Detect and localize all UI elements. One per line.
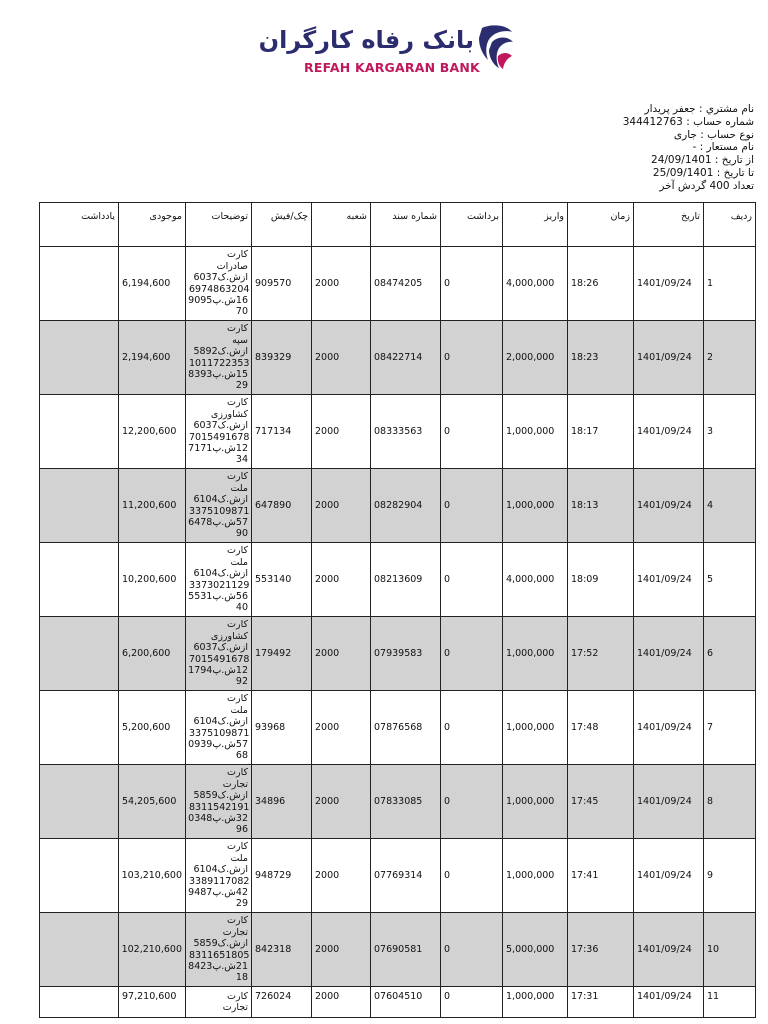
cell-deposit: 5,000,000 (503, 913, 568, 987)
cell-note (40, 247, 119, 321)
cell-description (186, 913, 252, 987)
cell-time: 18:09 (568, 543, 634, 617)
cell-note (40, 691, 119, 765)
cell-cheque: 909570 (252, 247, 312, 321)
description-line: 56ش.پ5531 (188, 590, 248, 602)
description-line: 12ش.پ1794 (188, 664, 248, 676)
description-line: 21ش.پ8423 (188, 960, 248, 972)
cell-date: 1401/09/24 (634, 617, 704, 691)
cell-cheque: 842318 (252, 913, 312, 987)
cell-row-number: 4 (704, 469, 756, 543)
description-line: ازش.ک6037 (193, 420, 248, 432)
transactions-table (39, 202, 756, 1018)
description-line: کارت (227, 471, 248, 483)
description-line: ملت (230, 704, 248, 716)
cell-note (40, 765, 119, 839)
description-line: ملت (230, 556, 248, 568)
cell-note (40, 321, 119, 395)
cell-balance: 6,200,600 (119, 617, 186, 691)
cell-document-number: 08333563 (371, 395, 441, 469)
description-line: 29 (235, 898, 248, 910)
cell-branch: 2000 (312, 765, 371, 839)
description-line: ملت (230, 852, 248, 864)
cell-balance: 10,200,600 (119, 543, 186, 617)
cell-time: 18:17 (568, 395, 634, 469)
cell-time: 18:26 (568, 247, 634, 321)
bank-emblem-icon (476, 22, 516, 74)
bank-name-fa: بانک رفاه کارگران (258, 26, 474, 54)
cell-cheque: 839329 (252, 321, 312, 395)
header-note: يادداشت (40, 203, 119, 247)
cell-branch: 2000 (312, 247, 371, 321)
cell-balance: 102,210,600 (119, 913, 186, 987)
cell-date: 1401/09/24 (634, 765, 704, 839)
cell-deposit: 4,000,000 (503, 247, 568, 321)
description-line: ازش.ک6104 (193, 864, 248, 876)
cell-withdraw: 0 (441, 987, 503, 1018)
cell-document-number: 08422714 (371, 321, 441, 395)
description-line: 3389117082 (189, 875, 250, 887)
cell-date: 1401/09/24 (634, 913, 704, 987)
cell-row-number: 2 (704, 321, 756, 395)
cell-row-number: 11 (704, 987, 756, 1018)
cell-branch: 2000 (312, 543, 371, 617)
description-line: 96 (235, 824, 248, 836)
description-line: ازش.ک6104 (193, 568, 248, 580)
cell-time: 18:23 (568, 321, 634, 395)
description-line: ازش.ک5859 (193, 938, 248, 950)
cell-note (40, 839, 119, 913)
cell-cheque: 717134 (252, 395, 312, 469)
cell-balance: 11,200,600 (119, 469, 186, 543)
cell-note (40, 469, 119, 543)
cell-description (186, 839, 252, 913)
description-line: 57ش.پ0939 (188, 738, 248, 750)
description-line: کارت (227, 767, 248, 779)
header-date: تاريخ (634, 203, 704, 247)
cell-balance: 12,200,600 (119, 395, 186, 469)
cell-row-number: 7 (704, 691, 756, 765)
description-line: کارت (227, 249, 248, 261)
cell-branch: 2000 (312, 321, 371, 395)
cell-withdraw: 0 (441, 839, 503, 913)
description-line: 3375109871 (189, 505, 250, 517)
cell-date: 1401/09/24 (634, 987, 704, 1018)
description-line: 68 (235, 750, 248, 762)
cell-time: 17:41 (568, 839, 634, 913)
cell-branch: 2000 (312, 913, 371, 987)
description-line: ازش.ک6037 (193, 272, 248, 284)
cell-row-number: 8 (704, 765, 756, 839)
cell-withdraw: 0 (441, 321, 503, 395)
cell-cheque: 726024 (252, 987, 312, 1018)
description-line: 1011722353 (189, 357, 250, 369)
cell-document-number: 07876568 (371, 691, 441, 765)
cell-deposit: 1,000,000 (503, 765, 568, 839)
cell-time: 18:13 (568, 469, 634, 543)
table-row (40, 617, 756, 691)
description-line: ازش.ک6037 (193, 642, 248, 654)
cell-cheque: 34896 (252, 765, 312, 839)
description-line: تجارت (222, 926, 248, 938)
cell-deposit: 1,000,000 (503, 395, 568, 469)
table-row (40, 839, 756, 913)
description-line: 6974863204 (189, 283, 250, 295)
cell-withdraw: 0 (441, 469, 503, 543)
description-line: 40 (235, 602, 248, 614)
cell-branch: 2000 (312, 987, 371, 1018)
table-row (40, 469, 756, 543)
cell-document-number: 07604510 (371, 987, 441, 1018)
account-number: شماره حساب : 344412763 (622, 115, 754, 128)
cell-row-number: 5 (704, 543, 756, 617)
cell-description (186, 987, 252, 1018)
account-alias: نام مستعار : - (692, 141, 754, 154)
cell-document-number: 07690581 (371, 913, 441, 987)
cell-note (40, 543, 119, 617)
table-row (40, 395, 756, 469)
description-line: تجارت (222, 778, 248, 790)
description-line: 90 (235, 528, 248, 540)
cell-note (40, 987, 119, 1018)
description-line: کارت (227, 991, 248, 1002)
table-row (40, 543, 756, 617)
cell-balance: 6,194,600 (119, 247, 186, 321)
cell-branch: 2000 (312, 839, 371, 913)
bank-logo (258, 22, 522, 78)
bank-name-en: REFAH KARGARAN BANK (304, 60, 480, 75)
cell-time: 17:48 (568, 691, 634, 765)
cell-document-number: 07939583 (371, 617, 441, 691)
table-row (40, 691, 756, 765)
description-line: 7015491678 (189, 653, 250, 665)
cell-description (186, 543, 252, 617)
cell-document-number: 07833085 (371, 765, 441, 839)
header-deposit: واريز (503, 203, 568, 247)
cell-balance: 97,210,600 (119, 987, 186, 1018)
cell-date: 1401/09/24 (634, 691, 704, 765)
description-line: صادرات (216, 260, 248, 272)
cell-description (186, 617, 252, 691)
cell-deposit: 1,000,000 (503, 617, 568, 691)
transaction-count: تعداد 400 گردش آخر (659, 179, 754, 192)
header-cheque: چک/فيش (252, 203, 312, 247)
description-line: سپه (232, 334, 248, 346)
header-time: زمان (568, 203, 634, 247)
description-line: 92 (235, 676, 248, 688)
header-row-number: رديف (704, 203, 756, 247)
description-line: 42ش.پ9487 (188, 886, 248, 898)
table-row (40, 321, 756, 395)
cell-document-number: 07769314 (371, 839, 441, 913)
cell-description (186, 247, 252, 321)
description-line: 7015491678 (189, 431, 250, 443)
description-line: 15ش.پ8393 (188, 368, 248, 380)
description-line: کشاورزی (210, 408, 248, 420)
header-withdraw: برداشت (441, 203, 503, 247)
table-header-row (40, 203, 756, 247)
description-line: کارت (227, 693, 248, 705)
description-line: 57ش.پ6478 (188, 516, 248, 528)
description-line: کارت (227, 545, 248, 557)
cell-withdraw: 0 (441, 543, 503, 617)
description-line: کارت (227, 619, 248, 631)
header-balance: موجودی (119, 203, 186, 247)
description-line: 3375109871 (189, 727, 250, 739)
header-description: توضيحات (186, 203, 252, 247)
cell-withdraw: 0 (441, 395, 503, 469)
cell-time: 17:36 (568, 913, 634, 987)
description-line: ازش.ک5892 (193, 346, 248, 358)
cell-row-number: 3 (704, 395, 756, 469)
cell-balance: 54,205,600 (119, 765, 186, 839)
description-line: کارت (227, 323, 248, 335)
cell-document-number: 08474205 (371, 247, 441, 321)
cell-date: 1401/09/24 (634, 543, 704, 617)
cell-description (186, 321, 252, 395)
cell-branch: 2000 (312, 691, 371, 765)
cell-cheque: 179492 (252, 617, 312, 691)
description-line: 3373021129 (189, 579, 250, 591)
cell-date: 1401/09/24 (634, 321, 704, 395)
from-date: از تاريخ : 24/09/1401 (651, 154, 754, 167)
cell-withdraw: 0 (441, 617, 503, 691)
cell-balance: 2,194,600 (119, 321, 186, 395)
cell-withdraw: 0 (441, 247, 503, 321)
cell-row-number: 6 (704, 617, 756, 691)
cell-cheque: 93968 (252, 691, 312, 765)
description-line: تجارت (222, 1002, 248, 1014)
cell-row-number: 10 (704, 913, 756, 987)
cell-time: 17:31 (568, 987, 634, 1018)
description-line: ازش.ک6104 (193, 494, 248, 506)
cell-date: 1401/09/24 (634, 247, 704, 321)
cell-branch: 2000 (312, 617, 371, 691)
cell-balance: 103,210,600 (119, 839, 186, 913)
cell-cheque: 948729 (252, 839, 312, 913)
description-line: 8311651805 (189, 949, 250, 961)
cell-note (40, 617, 119, 691)
description-line: کارت (227, 397, 248, 409)
cell-cheque: 647890 (252, 469, 312, 543)
description-line: 12ش.پ7171 (188, 442, 248, 454)
cell-balance: 5,200,600 (119, 691, 186, 765)
description-line: 29 (235, 380, 248, 392)
cell-withdraw: 0 (441, 691, 503, 765)
header-document: شماره سند (371, 203, 441, 247)
cell-description (186, 395, 252, 469)
description-line: ازش.ک6104 (193, 716, 248, 728)
cell-withdraw: 0 (441, 765, 503, 839)
description-line: 34 (235, 454, 248, 466)
cell-document-number: 08213609 (371, 543, 441, 617)
cell-description (186, 765, 252, 839)
description-line: 16ش.پ9095 (188, 294, 248, 306)
table-row (40, 765, 756, 839)
cell-deposit: 2,000,000 (503, 321, 568, 395)
account-info (623, 103, 754, 193)
cell-description (186, 691, 252, 765)
cell-time: 17:52 (568, 617, 634, 691)
description-line: 18 (235, 972, 248, 984)
description-line: کشاورزی (210, 630, 248, 642)
account-type: نوع حساب : جاری (673, 128, 754, 141)
description-line: 70 (235, 306, 248, 318)
table-row (40, 247, 756, 321)
description-line: کارت (227, 841, 248, 853)
cell-deposit: 1,000,000 (503, 987, 568, 1018)
cell-branch: 2000 (312, 395, 371, 469)
cell-date: 1401/09/24 (634, 395, 704, 469)
description-line: ازش.ک5859 (193, 790, 248, 802)
table-row (40, 913, 756, 987)
cell-date: 1401/09/24 (634, 469, 704, 543)
table-row (40, 987, 756, 1018)
to-date: تا تاريخ : 25/09/1401 (652, 166, 754, 179)
cell-withdraw: 0 (441, 913, 503, 987)
description-line: 8311542191 (189, 801, 250, 813)
description-line: 32ش.پ0348 (188, 812, 248, 824)
cell-branch: 2000 (312, 469, 371, 543)
description-line: کارت (227, 915, 248, 927)
cell-description (186, 469, 252, 543)
cell-row-number: 1 (704, 247, 756, 321)
cell-cheque: 553140 (252, 543, 312, 617)
description-line: ملت (230, 482, 248, 494)
header-branch: شعبه (312, 203, 371, 247)
cell-deposit: 1,000,000 (503, 469, 568, 543)
cell-deposit: 1,000,000 (503, 691, 568, 765)
cell-deposit: 4,000,000 (503, 543, 568, 617)
cell-note (40, 395, 119, 469)
customer-name: نام مشتري : جعفر پريدار (644, 103, 754, 115)
cell-time: 17:45 (568, 765, 634, 839)
cell-row-number: 9 (704, 839, 756, 913)
cell-deposit: 1,000,000 (503, 839, 568, 913)
cell-note (40, 913, 119, 987)
cell-document-number: 08282904 (371, 469, 441, 543)
cell-date: 1401/09/24 (634, 839, 704, 913)
